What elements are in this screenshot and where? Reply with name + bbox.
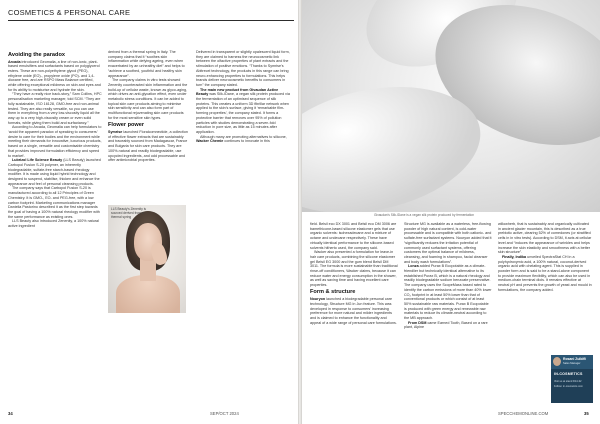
ad-line: Visit us at stand D14-32 [554, 380, 582, 383]
paragraph: From DSM came Earned Tooth, Based on a rare plant, Alpine [404, 320, 488, 330]
ad-brand: IN-COSMETICS [554, 372, 583, 376]
issue-date: SEP/OCT 2024 [210, 411, 239, 416]
left-folio: 34 [8, 411, 13, 416]
article-column-2 [108, 50, 188, 163]
paragraph: Wacker also presented a formulation for leave-in hair care products, combining the silicone elastomer gel Belsil EG 3000 and the gum blend Belsil DM 3011. The formula is more sustainable than traditional rinse-off conditioners, Wacker claims, because it can reduce water and energy consumption in the shower, as well as saving time and having excellent care properties. [310, 250, 398, 288]
paragraph: Arcada introduced Geomalia, a line of non-ionic, plant-based emulsifiers and surfactants based on polyglycerol esters. These are non-polyethylene glycol (PEG), ethylene oxide (EO)-, propylene oxide (PO)- and 1,4-dioxane free, and are RSPO Mass Balance certified, while offering exceptional mildness on skin and eyes and for its ability to moisturise and hydrate the skin. [8, 59, 101, 92]
paragraph: The main new product from Givaudan Active Beauty was Silk-IDane, a vegan silk protein produced via the fermentation of an optimised sequence of silk proteins. This creates a uniform 3D fibrillar network when applied to the skin’s surface, giving it ‘remarkable film-forming properties’, the company stated. It forms a protective barrier that removes over 95% of pollution particles with studies demonstrating a seven-fold reduction in pore size, as little as 15 minutes after application. [196, 87, 290, 134]
paragraph: willowherb, that is sustainably and organically cultivated in ancient glacier mountain, this is described as a true prebiotic active, clearing 52% of comedones (or stratified cells in in vitro tests). According to DSM, it acts at cellular level and “induces the appearance of wrinkles and helps increase the skin elasticity and smoothness with a better skin structure”. [498, 222, 592, 255]
photo-caption: LLS Beauty’s Zenenity is sourced derived from a thermal spring [111, 207, 147, 219]
paragraph: Lubrizol Life Science Beauty (LLS Beauty) launched Carbopol Fusion S-20 polymer, an inherently biodegradable, sulfate-free starch-based rheology modifier. It is made using liquid hybrid technology and designed to suspend, stabilise, thicken and enhance the appearance and feel of personal cleansing products. [8, 158, 101, 186]
paragraph: According to Arcada, Geomalia can help formulators to ‘avoid the apparent paradox of speaking to consumers’ desire to care for their bodies and the environment while meeting their demands for innovative, luxurious products, based on a single, versatile and customisable chemistry that provides improved formulation efficiency and speed to market’. [8, 125, 102, 158]
right-page [302, 0, 600, 424]
paragraph: LLS Beauty also introduced Zenenity, a 100% natural active ingredient [8, 219, 99, 229]
right-folio: 35 [584, 411, 589, 416]
article-column-6 [498, 222, 592, 293]
article-column-4 [310, 222, 398, 326]
paragraph: Finally, Indika unveiled SpectraStat CH in a polyhydroxymic acid, a 100% natural, coconut-derived organic acid with chelating agent. This is supplied in powder form and is said to be a stand-alone component to provide maximum flexibility, which can also be used in medium-chain terminal diols. It remains effective at neutral pH and prevents the growth of yeast and mould in formulations, the company added. [498, 254, 592, 292]
avatar [553, 357, 561, 366]
website-footer[interactable]: SPECCHEMONLINE.COM [498, 411, 549, 416]
section-header: COSMETICS & PERSONAL CARE [8, 8, 131, 17]
subheading-form-structure: Form & structure [310, 289, 356, 296]
paragraph: Although many are promoting alternatives to silicone, Wacker Chemie continues to innovate in this [196, 134, 287, 144]
article-column-5 [404, 222, 492, 330]
paragraph: The company says that Carbopol Fusion S-20 is manufactured according to all 12 Principles of Green Chemistry. It is GMO-, EO- and PEG-free, with a low carbon footprint. Marketing communications manager Daniella Pastorino described it as the first step towards the goal of having a 100% natural rheology modifier with the same performance as existing ones. [8, 186, 100, 219]
ad-line: Follow: in-cosmetics.com [554, 385, 583, 388]
paragraph: “They have a really nice back-story,” Sam Collins, HPC personalisation marketing manager, told SCM. “They are fully sustainable, ISO 16128, GMO-free and non-animal tested. They are also really versatile, so you can use them in everything from a very low-viscosity liquid all the way up to a very high-viscosity cream or even solid formats, while giving them build and surfactancy.” [8, 92, 102, 125]
silk-fabric-hero-image [302, 0, 600, 212]
paragraph: The company claims in vitro tests showed Zenenity counteracted skin inflammation and the build-up of cellular waste, known as glyco-aging, which drives an anti-glycation effect, even under metabolic stress conditions. It can be added to topical skin care products aiming to minimise skin sensitivity and can also form part of multifunctional rejuvenating skin care products for the most sensitive skin types. [108, 78, 188, 120]
paragraph: derived from a thermal spring in Italy. The company claims that it “soothes skin inflammation while defying ageing, even when exacerbated by an unhealthy diet” and helps to “achieve a soothed, youthful and healthy skin appearance”. [108, 50, 185, 78]
woman-portrait-photo [108, 205, 186, 313]
paragraph: Lonza added Purax B Ecopotable as a climate-friendlier but technically identical alternative to its established Purax B, which is a natural rheology and readily biodegradable sodium benzoate preservative. The company uses the ScopeMass based rated to identify the carbon emissions of more than 40% lower CO₂ footprint in at least 50% lower than that of conventional products or which consist of at least 50% sustainable raw materials. Purax B Ecopotable is produced with green energy and renewable raw materials to reduce its climate-neutral according to the MB approach. [404, 264, 492, 321]
subheading-avoiding-paradox: Avoiding the paradox [8, 51, 65, 58]
article-column-3 [196, 50, 290, 144]
subheading-flower-power: Flower power [108, 122, 145, 129]
paragraph: field. Belsil eco DX 3001 and Belsil eco DM 3006 are bamethicone-based silicone elastomer gels that use organic solvents: isohexadecane and a mixture of octane and undecane respectively. These have virtually identical performance to the silicone-based solvents hitherto used, the company said. [310, 222, 397, 250]
ad-contact-name: Rosani Zulkifli [563, 357, 587, 361]
paragraph: Structure MG is available as a waterless, free-flowing powder of high natural content, is cold-water processable and is compatible with both cationic- and sulfate-free surfactant systems. Nouryon added that it “significantly reduces the irritation potential of commonly used surfactant systems, offering customers the optimal balance of mildness, cleansing, and foaming in shampoo, facial cleanser and body wash formulations”. [404, 222, 492, 264]
ad-contact-role: Sales Manager [563, 362, 581, 365]
header-rule [8, 20, 294, 21]
paragraph: Delivered in transparent or slightly opalescent liquid form, they are claimed to harness the neurocosmetic link between the olfactive properties of plant extracts and the stimulation of positive emotions. “Thanks to Symrise’s Abitrecel technology, the products in this range can bring neuro-enhancing properties to formulations. This helps brands deliver neurocosmetic benefits to consumers in turn” the company stated. [196, 50, 290, 87]
paragraph: Symrise launched Floralcomnectide, a collection of effective flower extracts that are sustainably and traceably sourced from Madagascar, France and Bulgaria for skin care products. They are 100%-natural and readily biodegradable, use upcycled ingredients, and odd processable and offer antimicrobial properties. [108, 130, 188, 163]
paragraph: Nouryon launched a biodegradable personal care technology, Structure MG in Jun feature. This was developed in response to consumers’ increasing preference for more natural and milder ingredients and is claimed to enhance the functionality and appeal of a wide range of personal care formulations. [310, 297, 397, 325]
hero-caption: Givaudan’s Silk-IDane is a vegan silk protein produced by fermentation [374, 213, 475, 217]
article-column-1 [8, 50, 102, 229]
left-page [0, 0, 298, 424]
advertisement-box[interactable] [551, 355, 593, 403]
